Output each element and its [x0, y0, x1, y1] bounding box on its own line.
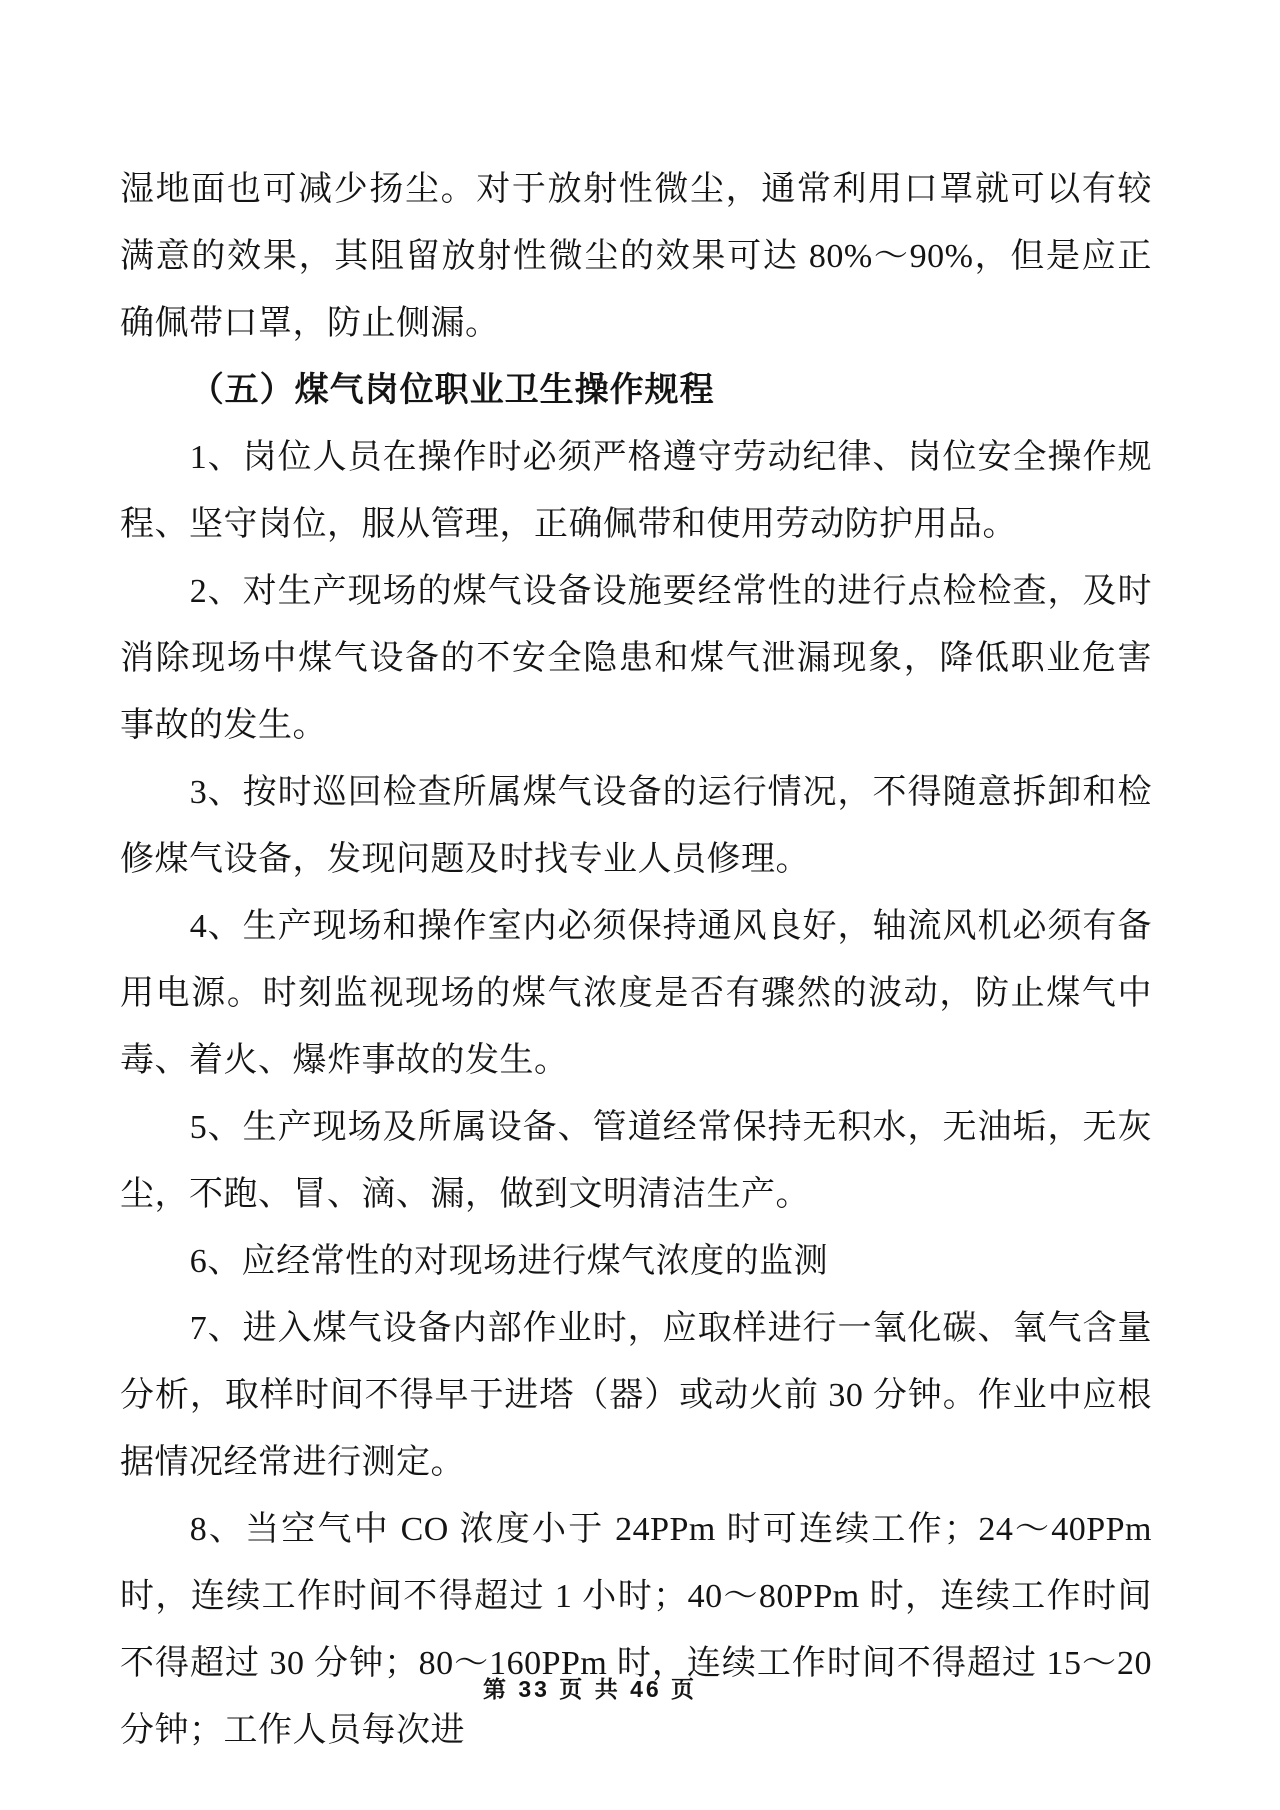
- paragraph-6: 4、生产现场和操作室内必须保持通风良好，轴流风机必须有备用电源。时刻监视现场的煤气浓度是否有骤然的波动，防止煤气中毒、着火、爆炸事故的发生。: [120, 908, 1152, 1079]
- paragraph-1: 湿地面也可减少扬尘。对于放射性微尘，通常利用口罩就可以有较满意的效果，其阻留放射性微尘的效果可达 80%～90%，但是应正确佩带口罩，防止侧漏。: [120, 171, 1152, 342]
- paragraph-9: 7、进入煤气设备内部作业时，应取样进行一氧化碳、氧气含量分析，取样时间不得早于进塔（器）或动火前 30 分钟。作业中应根据情况经常进行测定。: [120, 1310, 1152, 1481]
- paragraph-4: 2、对生产现场的煤气设备设施要经常性的进行点检检查，及时消除现场中煤气设备的不安全隐患和煤气泄漏现象，降低职业危害事故的发生。: [120, 573, 1152, 744]
- section-heading: （五）煤气岗位职业卫生操作规程: [189, 371, 715, 409]
- page-number-text: 第 33 页 共 46 页: [482, 1676, 698, 1702]
- paragraph-7: 5、生产现场及所属设备、管道经常保持无积水，无油垢，无灰尘，不跑、冒、滴、漏，做到文明清洁生产。: [120, 1109, 1152, 1213]
- page-footer: [120, 1674, 1060, 1704]
- paragraph-5: 3、按时巡回检查所属煤气设备的运行情况，不得随意拆卸和检修煤气设备，发现问题及时找专业人员修理。: [120, 774, 1152, 878]
- paragraph-10: 8、当空气中 CO 浓度小于 24PPm 时可连续工作；24～40PPm 时，连续工作时间不得超过 1 小时；40～80PPm 时，连续工作时间不得超过 30 分钟；80～160PPm 时，连续工作时间不得超过 15～20 分钟；工作人员每次进: [120, 1511, 1152, 1749]
- paragraph-3: 1、岗位人员在操作时必须严格遵守劳动纪律、岗位安全操作规程、坚守岗位，服从管理，正确佩带和使用劳动防护用品。: [120, 439, 1152, 543]
- paragraph-8: 6、应经常性的对现场进行煤气浓度的监测: [189, 1243, 829, 1280]
- document-body: [120, 156, 1152, 1764]
